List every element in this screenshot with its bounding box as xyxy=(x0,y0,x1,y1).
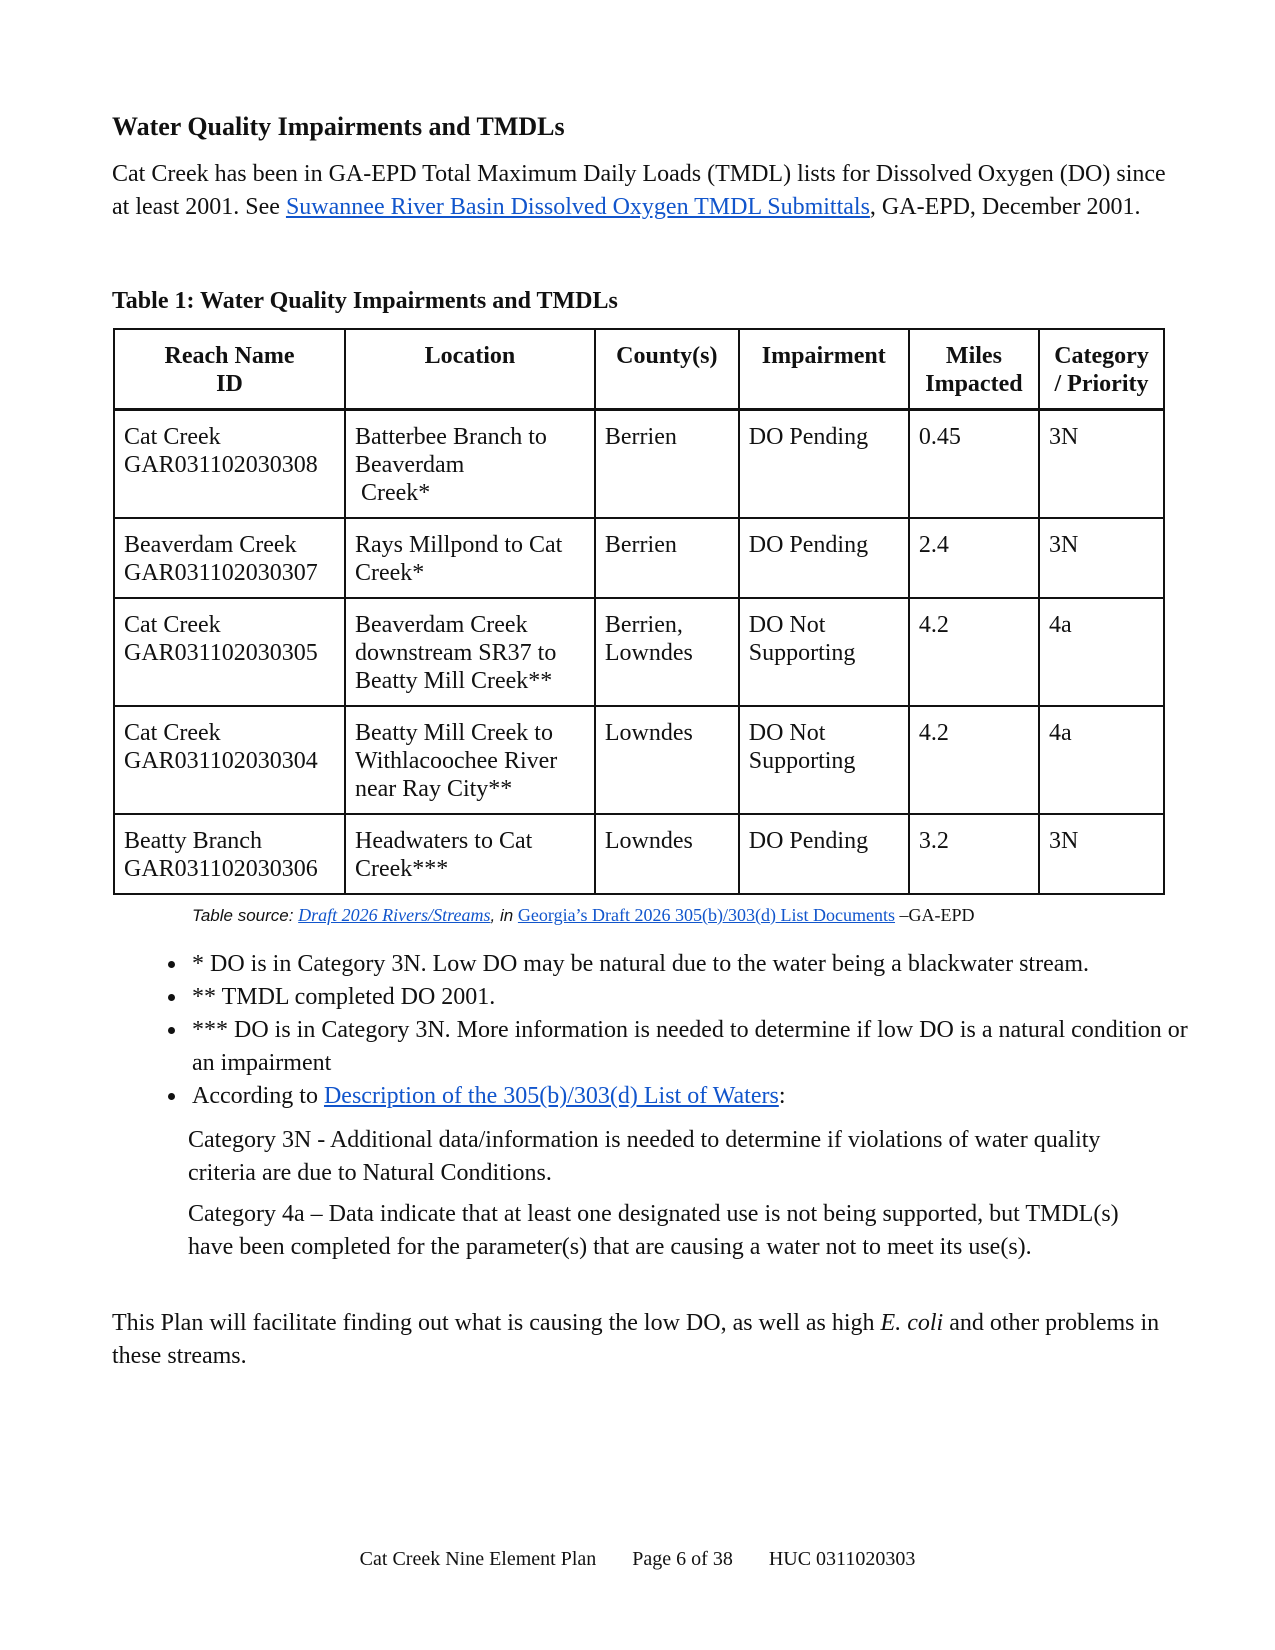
definition-3n: Category 3N - Additional data/information is needed to determine if violations of water quality criteria are due to Natural Conditions. xyxy=(188,1127,1101,1186)
cell-county: Berrien xyxy=(595,518,739,598)
header-impairment: Impairment xyxy=(739,329,909,410)
according-suffix: : xyxy=(778,1083,786,1109)
cell-category: 4a xyxy=(1039,706,1164,814)
cell-category: 4a xyxy=(1039,598,1164,706)
cell-miles: 3.2 xyxy=(909,814,1039,894)
list-item: • * DO is in Category 3N. Low DO may be natural due to the water being a blackwater stream. xyxy=(188,948,1208,981)
cell-category: 3N xyxy=(1039,814,1164,894)
closing-text-end: and other problems in these streams. xyxy=(112,1310,1160,1369)
tmdl-submittals-link[interactable]: Suwannee River Basin Dissolved Oxygen TMDL Submittals xyxy=(285,194,870,220)
cell-location: Rays Millpond to Cat Creek* xyxy=(345,518,595,598)
cell-county: Berrien, Lowndes xyxy=(595,598,739,706)
cell-impairment: DO Pending xyxy=(739,518,909,598)
impairments-table xyxy=(113,328,1165,895)
notes-list xyxy=(148,948,1208,1113)
table-row xyxy=(114,410,1164,519)
closing-italic: E. coli xyxy=(880,1310,944,1336)
footer-page-number: Page 6 of 38 xyxy=(632,1548,733,1570)
cell-impairment: DO Pending xyxy=(739,410,909,519)
cell-county: Lowndes xyxy=(595,706,739,814)
list-item: • ** TMDL completed DO 2001. xyxy=(188,981,1208,1014)
cell-reach: Cat Creek GAR031102030308 xyxy=(114,410,345,519)
table-header-row xyxy=(114,329,1164,410)
cell-miles: 0.45 xyxy=(909,410,1039,519)
cell-miles: 4.2 xyxy=(909,706,1039,814)
list-item xyxy=(188,1080,1208,1113)
footer-doc-title: Cat Creek Nine Element Plan xyxy=(359,1548,597,1570)
table-title: Table 1: Water Quality Impairments and TMDLs xyxy=(112,288,618,314)
header-location: Location xyxy=(345,329,595,410)
intro-text-end: , GA-EPD, December 2001. xyxy=(869,194,1141,220)
cell-location: Beaverdam Creek downstream SR37 to Beatty Mill Creek** xyxy=(345,598,595,706)
cell-county: Berrien xyxy=(595,410,739,519)
header-reach: Reach Name ID xyxy=(114,329,345,410)
intro-text: Cat Creek has been in GA-EPD Total Maximum Daily Loads (TMDL) lists for Dissolved Oxygen (DO) since at least 2001. See xyxy=(112,161,1166,220)
cell-miles: 2.4 xyxy=(909,518,1039,598)
cell-location: Beatty Mill Creek to Withlacoochee River near Ray City** xyxy=(345,706,595,814)
according-prefix: According to xyxy=(192,1083,324,1109)
table-row xyxy=(114,706,1164,814)
table-row xyxy=(114,518,1164,598)
cell-impairment: DO Not Supporting xyxy=(739,706,909,814)
cell-location: Batterbee Branch to Beaverdam Creek* xyxy=(345,410,595,519)
cell-impairment: DO Not Supporting xyxy=(739,598,909,706)
section-heading: Water Quality Impairments and TMDLs xyxy=(112,112,565,141)
cell-reach: Beatty Branch GAR031102030306 xyxy=(114,814,345,894)
header-county: County(s) xyxy=(595,329,739,410)
source-suffix: –GA-EPD xyxy=(895,905,975,925)
category-definitions xyxy=(188,1124,1168,1272)
cell-reach: Cat Creek GAR031102030305 xyxy=(114,598,345,706)
table-row xyxy=(114,598,1164,706)
table-source xyxy=(192,905,975,926)
cell-county: Lowndes xyxy=(595,814,739,894)
closing-text: This Plan will facilitate finding out what is causing the low DO, as well as high xyxy=(112,1310,881,1336)
cell-category: 3N xyxy=(1039,518,1164,598)
list-item: • *** DO is in Category 3N. More information is needed to determine if low DO is a natural condition or an impairment xyxy=(188,1014,1208,1080)
definition-4a: Category 4a – Data indicate that at least one designated use is not being supported, but TMDL(s) have been completed for the parameter(s) that are causing a water not to meet its use(s). xyxy=(188,1201,1119,1260)
source-prefix: Table source: xyxy=(192,906,299,925)
cell-impairment: DO Pending xyxy=(739,814,909,894)
intro-paragraph xyxy=(112,158,1172,224)
georgia-draft-list-link[interactable]: Georgia’s Draft 2026 305(b)/303(d) List Documents xyxy=(517,905,896,925)
cell-location: Headwaters to Cat Creek*** xyxy=(345,814,595,894)
list-of-waters-link[interactable]: Description of the 305(b)/303(d) List of Waters xyxy=(323,1083,779,1109)
cell-reach: Cat Creek GAR031102030304 xyxy=(114,706,345,814)
cell-reach: Beaverdam Creek GAR031102030307 xyxy=(114,518,345,598)
table-row xyxy=(114,814,1164,894)
draft-rivers-streams-link[interactable]: Draft 2026 Rivers/Streams xyxy=(298,905,491,925)
cell-category: 3N xyxy=(1039,410,1164,519)
header-category: Category / Priority xyxy=(1039,329,1164,410)
header-miles: Miles Impacted xyxy=(909,329,1039,410)
cell-miles: 4.2 xyxy=(909,598,1039,706)
page-footer xyxy=(0,1548,1275,1571)
source-middle: , in xyxy=(490,906,518,925)
closing-paragraph xyxy=(112,1307,1172,1373)
footer-huc: HUC 0311020303 xyxy=(768,1548,916,1570)
